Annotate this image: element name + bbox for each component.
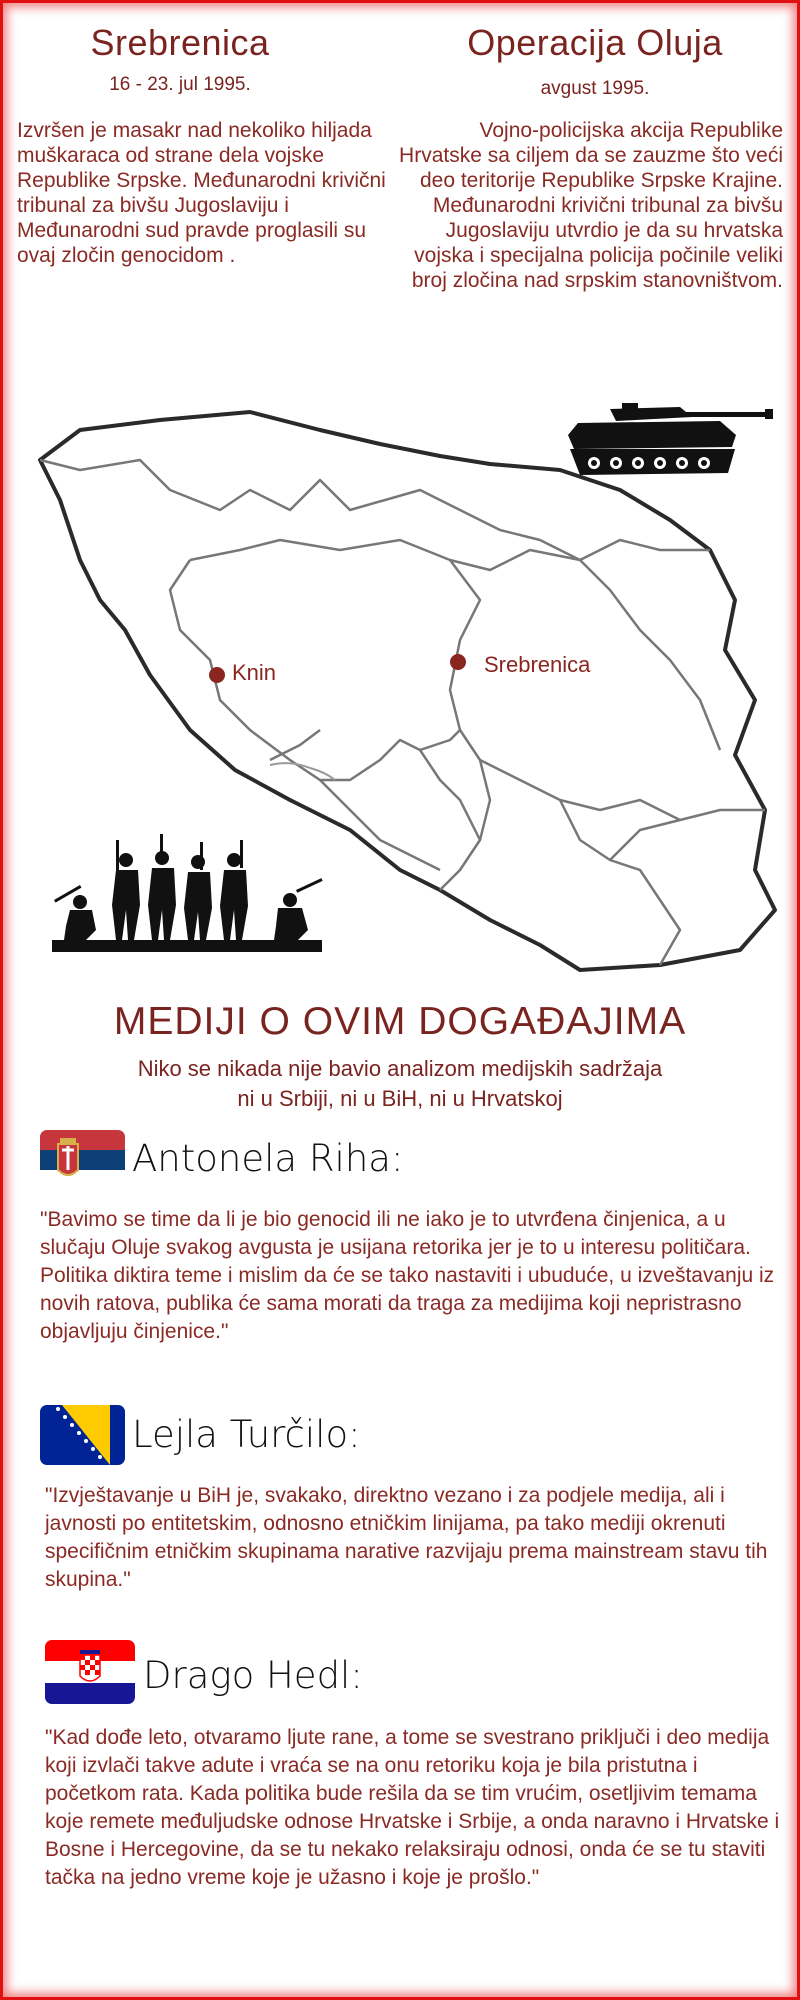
speaker-quote-hedl: "Kad dođe leto, otvaramo ljute rane, a tome se svestrano priključi i deo medija koji izvlači takve adute i vraća se na onu retoriku koja je bila pristutna i početkom rata. Kada politika bude rešila da se tim vrućim, osetljivim temama koje remete međuljudske odnose Hrvatske i Srbije, a onda naravno i Hrvatske i Bosne i Hercegovine, da se tu nekako relaksiraju odnosi, onda će se tu staviti tačka na jedno vreme koje je užasno i koje je prošlo." [45, 1726, 780, 1889]
media-subtitle-line1: Niko se nikada nije bavio analizom medijskih sadržaja [137, 1056, 663, 1081]
serbia-flag-icon [40, 1130, 125, 1190]
speaker-name-turcilo: Lejla Turčilo: [132, 1413, 361, 1456]
srebrenica-marker [450, 654, 466, 670]
speaker-quote-turcilo: "Izvještavanje u BiH je, svakako, direktno vezano i za podjele medija, ali i javnosti po entitetskim, odnosno etničkim linijama, pa tako mediji okrenuti specifičnim etničkim skupinama narative razvijaju prema mainstream stavu tih skupina." [45, 1484, 768, 1591]
bosnia-flag-icon [40, 1405, 125, 1465]
oluja-date: avgust 1995. [540, 78, 650, 99]
map-label-knin: Knin [232, 660, 277, 685]
speaker-name-hedl: Drago Hedl: [143, 1654, 363, 1697]
map-label-srebrenica: Srebrenica [484, 652, 591, 677]
croatia-flag-icon [45, 1640, 135, 1704]
srebrenica-text: Izvršen je masakr nad nekoliko hiljada muškaraca od strane dela vojske Republike Srpske. Međunarodni krivični tribunal za bivšu Jugoslaviju i Međunarodni sud pravde proglasili su ovaj zločin genocidom . [17, 119, 386, 267]
soldiers-icon [50, 830, 325, 955]
knin-marker [209, 667, 225, 683]
speaker-name-riha: Antonela Riha: [132, 1137, 404, 1180]
oluja-text: Vojno-policijska akcija Republike Hrvatske sa ciljem da se zauzme što veći deo teritorije Republike Srpske Krajine. Međunarodni krivični tribunal za bivšu Jugoslaviju utvrdio je da su hrvatska vojska i specijalna policija počinile veliki broj zločina nad srpskim stanovništvom. [399, 119, 783, 292]
srebrenica-title: Srebrenica [90, 22, 270, 63]
media-section-title: MEDIJI O OVIM DOGAĐAJIMA [113, 1000, 687, 1043]
oluja-title: Operacija Oluja [467, 22, 723, 63]
speaker-quote-riha: "Bavimo se time da li je bio genocid ili ne iako je to utvrđena činjenica, a u slučaju Oluje svakog avgusta je usijana retorika jer je to u interesu političara. Politika diktira teme i mislim da će se tako nastaviti i ubuduće, u izveštavanju iz novih ratova, publika će sama morati da traga za medijima koji nepristrasno objavljuju činjenice." [40, 1208, 775, 1343]
srebrenica-date: 16 - 23. jul 1995. [109, 74, 251, 95]
media-subtitle-line2: ni u Srbiji, ni u BiH, ni u Hrvatskoj [237, 1086, 563, 1111]
